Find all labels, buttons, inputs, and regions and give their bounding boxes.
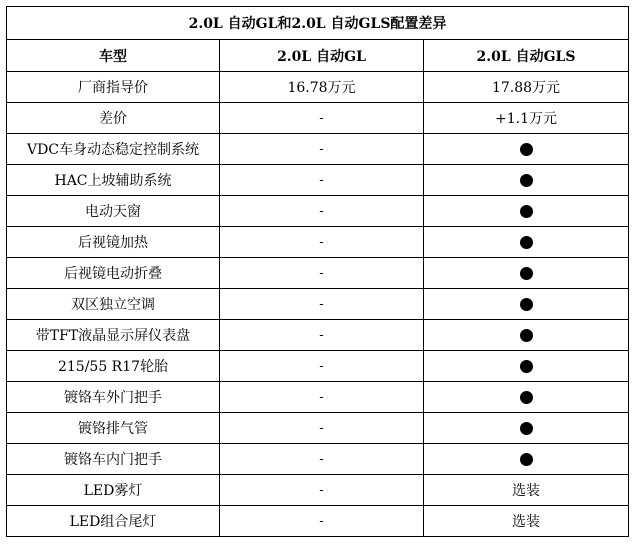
feature-cell [7, 351, 220, 382]
gls-value-cell [424, 134, 629, 165]
gls-value-cell [424, 444, 629, 475]
gls-value-cell [424, 351, 629, 382]
gls-value-text: +1.1万元 [495, 111, 557, 127]
table-row [7, 289, 629, 320]
table-title: 2.0L 自动GL和2.0L 自动GLS配置差异 [7, 7, 629, 40]
gl-value-cell [220, 258, 424, 289]
table-row [7, 413, 629, 444]
feature-text: LED雾灯 [83, 483, 143, 499]
gls-value-cell [424, 72, 629, 103]
standard-equipment-dot-icon [520, 329, 533, 342]
feature-text: 镀铬车外门把手 [64, 390, 162, 406]
gl-value-text: - [319, 266, 324, 281]
gl-value-cell [220, 444, 424, 475]
gl-value-text: - [319, 514, 324, 529]
feature-cell [7, 444, 220, 475]
feature-cell [7, 72, 220, 103]
standard-equipment-dot-icon [520, 360, 533, 373]
feature-text: 后视镜加热 [78, 235, 148, 251]
standard-equipment-dot-icon [520, 453, 533, 466]
feature-text: 后视镜电动折叠 [64, 266, 162, 282]
feature-text: 差价 [99, 111, 127, 127]
gls-value-cell [424, 258, 629, 289]
gl-value-text: - [319, 421, 324, 436]
gls-value-text: 选装 [512, 483, 540, 499]
gl-value-cell [220, 289, 424, 320]
table-row [7, 475, 629, 506]
gls-value-cell [424, 196, 629, 227]
table-row [7, 134, 629, 165]
standard-equipment-dot-icon [520, 205, 533, 218]
gl-value-cell [220, 475, 424, 506]
table-row [7, 351, 629, 382]
standard-equipment-dot-icon [520, 298, 533, 311]
gls-value-cell [424, 165, 629, 196]
table-row [7, 506, 629, 537]
comparison-table-container [6, 6, 629, 537]
config-comparison-table [6, 6, 629, 537]
feature-text: 215/55 R17轮胎 [57, 359, 169, 375]
table-row [7, 444, 629, 475]
table-title-row [7, 7, 629, 40]
standard-equipment-dot-icon [520, 422, 533, 435]
standard-equipment-dot-icon [520, 143, 533, 156]
gl-value-text: - [319, 142, 324, 157]
feature-text: 双区独立空调 [71, 297, 155, 313]
standard-equipment-dot-icon [520, 391, 533, 404]
feature-cell [7, 413, 220, 444]
feature-cell [7, 196, 220, 227]
gls-value-cell [424, 382, 629, 413]
gl-value-cell [220, 196, 424, 227]
feature-cell [7, 475, 220, 506]
gls-value-cell [424, 289, 629, 320]
gl-value-cell [220, 72, 424, 103]
gl-value-text: - [319, 452, 324, 467]
feature-cell [7, 382, 220, 413]
header-row [7, 40, 629, 72]
table-row [7, 72, 629, 103]
header-model: 车型 [7, 40, 220, 72]
gl-value-text: - [319, 173, 324, 188]
gl-value-cell [220, 103, 424, 134]
feature-cell [7, 320, 220, 351]
feature-text: VDC车身动态稳定控制系统 [26, 142, 200, 158]
table-row [7, 103, 629, 134]
feature-cell [7, 227, 220, 258]
gl-value-text: - [319, 204, 324, 219]
gls-value-cell [424, 227, 629, 258]
gls-value-cell [424, 103, 629, 134]
gl-value-cell [220, 382, 424, 413]
gl-value-text: - [319, 328, 324, 343]
header-gl: 2.0L 自动GL [220, 40, 424, 72]
feature-text: 镀铬车内门把手 [64, 452, 162, 468]
feature-text: 厂商指导价 [78, 80, 148, 96]
feature-cell [7, 289, 220, 320]
gl-value-cell [220, 351, 424, 382]
gl-value-cell [220, 134, 424, 165]
feature-cell [7, 103, 220, 134]
table-row [7, 258, 629, 289]
gl-value-cell [220, 413, 424, 444]
gls-value-cell [424, 475, 629, 506]
gl-value-text: - [319, 297, 324, 312]
table-row [7, 165, 629, 196]
feature-text: HAC上坡辅助系统 [54, 173, 172, 189]
gls-value-cell [424, 413, 629, 444]
standard-equipment-dot-icon [520, 174, 533, 187]
gl-value-cell [220, 506, 424, 537]
feature-cell [7, 258, 220, 289]
table-row [7, 196, 629, 227]
gl-value-text: 16.78万元 [287, 80, 356, 96]
gl-value-cell [220, 227, 424, 258]
table-row [7, 382, 629, 413]
gl-value-text: - [319, 235, 324, 250]
gls-value-cell [424, 506, 629, 537]
gl-value-text: - [319, 390, 324, 405]
feature-cell [7, 134, 220, 165]
feature-text: LED组合尾灯 [69, 514, 157, 530]
header-gls: 2.0L 自动GLS [424, 40, 629, 72]
feature-cell [7, 165, 220, 196]
gls-value-cell [424, 320, 629, 351]
gls-value-text: 选装 [512, 514, 540, 530]
feature-text: 镀铬排气管 [78, 421, 148, 437]
gls-value-text: 17.88万元 [491, 80, 561, 96]
gl-value-text: - [319, 111, 324, 126]
standard-equipment-dot-icon [520, 236, 533, 249]
gl-value-text: - [319, 359, 324, 374]
gl-value-cell [220, 165, 424, 196]
standard-equipment-dot-icon [520, 267, 533, 280]
feature-cell [7, 506, 220, 537]
feature-text: 带TFT液晶显示屏仪表盘 [35, 328, 191, 344]
gl-value-cell [220, 320, 424, 351]
gl-value-text: - [319, 483, 324, 498]
feature-text: 电动天窗 [85, 204, 141, 220]
table-row [7, 227, 629, 258]
table-row [7, 320, 629, 351]
